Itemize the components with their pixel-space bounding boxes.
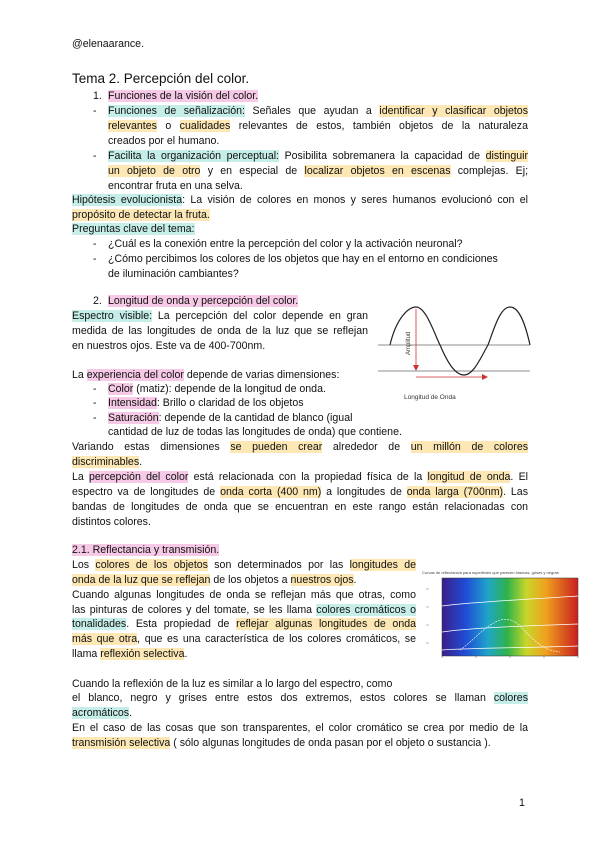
refl-line1: Los colores de los objetos son determinados por las longitudes de bbox=[72, 559, 416, 571]
varying-line2: discriminables. bbox=[72, 456, 143, 468]
author-handle: @elenaarance. bbox=[72, 38, 145, 50]
b2-line3: encontrar fruta en una selva. bbox=[108, 180, 243, 192]
refl-line3: Cuando algunas longitudes de onda se reflejan más que otras, como bbox=[72, 589, 416, 601]
bands-line2: distintos colores. bbox=[72, 516, 151, 528]
spectrum-line1: Espectro visible: La percepción del color depende en gran bbox=[72, 310, 368, 322]
hypothesis-line2: propósito de detectar la fruta. bbox=[72, 209, 210, 221]
dimension-intensity: Intensidad: Brillo o claridad de los objetos bbox=[108, 397, 304, 409]
b2-line2: un objeto de otro y en especial de localizar objetos en escenas complejas. Ej; bbox=[108, 165, 529, 177]
question-1: ¿Cuál es la conexión entre la percepción del color y la activación neuronal? bbox=[108, 238, 463, 250]
bands-line1: bandas de longitudes de onda que se encuentran en este rango están relacionadas con bbox=[72, 501, 528, 513]
refl-line6: más que otra, que es una característica de los colores cromáticos, se bbox=[72, 633, 416, 645]
b1-line1: Funciones de señalización: Señales que ayudan a identificar y clasificar objetos bbox=[108, 105, 528, 117]
section1-number: 1. bbox=[93, 90, 102, 102]
spectrum-line3: en nuestros ojos. Este va de 400-700nm. bbox=[72, 340, 266, 352]
dash-bullet: - bbox=[93, 150, 97, 162]
refl-line7: llama reflexión selectiva. bbox=[72, 648, 188, 660]
questions-label: Preguntas clave del tema: bbox=[72, 223, 195, 235]
section2-heading: Longitud de onda y percepción del color. bbox=[108, 295, 299, 307]
dash-bullet: - bbox=[93, 105, 97, 117]
reflectance-chart-title: Curvas de reflectancia para superficies que parecen blancas, grises y negras bbox=[422, 570, 559, 575]
b1-line2: relevantes o cualidades relevantes de estos, también objetos de la naturaleza bbox=[108, 120, 528, 132]
b2-line1: Facilita la organización perceptual: Posibilita sobremanera la capacidad de distinguir bbox=[108, 150, 528, 162]
refl-line5: tonalidades. Esta propiedad de reflejar algunas longitudes de onda bbox=[72, 618, 416, 630]
refl-line4: las pinturas de colores y del tomate, se les llama colores cromáticos o bbox=[72, 604, 416, 616]
dash-bullet: - bbox=[93, 412, 97, 424]
section2-number: 2. bbox=[93, 295, 102, 307]
perception-line1: La percepción del color está relacionada con la propiedad física de la longitud de onda. El bbox=[72, 471, 528, 483]
achrom-line3: acromáticos. bbox=[72, 707, 133, 719]
question-2-line2: de iluminación cambiantes? bbox=[108, 268, 239, 280]
hypothesis-line1: Hipótesis evolucionista: La visión de colores en monos y seres humanos evolucionó con el bbox=[72, 194, 529, 206]
transmission-line2: transmisión selectiva ( sólo algunas longitudes de onda pasan por el objeto o sustancia ). bbox=[72, 737, 491, 749]
spectrum-line2: medida de las longitudes de onda de la luz que se reflejan bbox=[72, 325, 368, 337]
refl-line2: onda de la luz que se reflejan de los objetos a nuestros ojos. bbox=[72, 574, 357, 586]
section21-heading: 2.1. Reflectancia y transmisión. bbox=[72, 544, 220, 556]
wavelength-diagram bbox=[376, 305, 532, 405]
reflectance-chart bbox=[420, 566, 584, 668]
question-2-line1: ¿Cómo percibimos los colores de los objetos que hay en el entorno en condiciones bbox=[108, 253, 498, 265]
achrom-line1: Cuando la reflexión de la luz es similar a lo largo del espectro, como bbox=[72, 678, 393, 690]
dimension-saturation: Saturación: depende de la cantidad de blanco (igual bbox=[108, 412, 353, 424]
page-number: 1 bbox=[519, 797, 525, 809]
dash-bullet: - bbox=[93, 383, 97, 395]
spectrum-band bbox=[442, 578, 578, 656]
dash-bullet: - bbox=[93, 238, 97, 250]
perception-line2: espectro va de longitudes de onda corta (400 nm) a longitudes de onda larga (700nm). Las bbox=[72, 486, 528, 498]
page-title: Tema 2. Percepción del color. bbox=[72, 71, 250, 86]
wavelength-label: Longitud de Onda bbox=[404, 394, 456, 401]
dimension-saturation-cont: cantidad de luz de todas las longitudes de onda) que contiene. bbox=[108, 426, 402, 438]
b1-line3: creados por el humano. bbox=[108, 135, 220, 147]
dash-bullet: - bbox=[93, 397, 97, 409]
dash-bullet: - bbox=[93, 253, 97, 265]
amplitude-label: Amplitud bbox=[406, 331, 412, 355]
achrom-line2: el blanco, negro y grises entre estos dos extremos, estos colores se llaman colores bbox=[72, 692, 528, 704]
varying-line1: Variando estas dimensiones se pueden crear alrededor de un millón de colores bbox=[72, 441, 529, 453]
experience-line: La experiencia del color depende de varias dimensiones: bbox=[72, 369, 340, 381]
section1-heading: Funciones de la visión del color. bbox=[108, 90, 259, 102]
dimension-color: Color (matiz): depende de la longitud de onda. bbox=[108, 383, 326, 395]
transmission-line1: En el caso de las cosas que son transparentes, el color cromático se crea por medio de la bbox=[72, 722, 528, 734]
